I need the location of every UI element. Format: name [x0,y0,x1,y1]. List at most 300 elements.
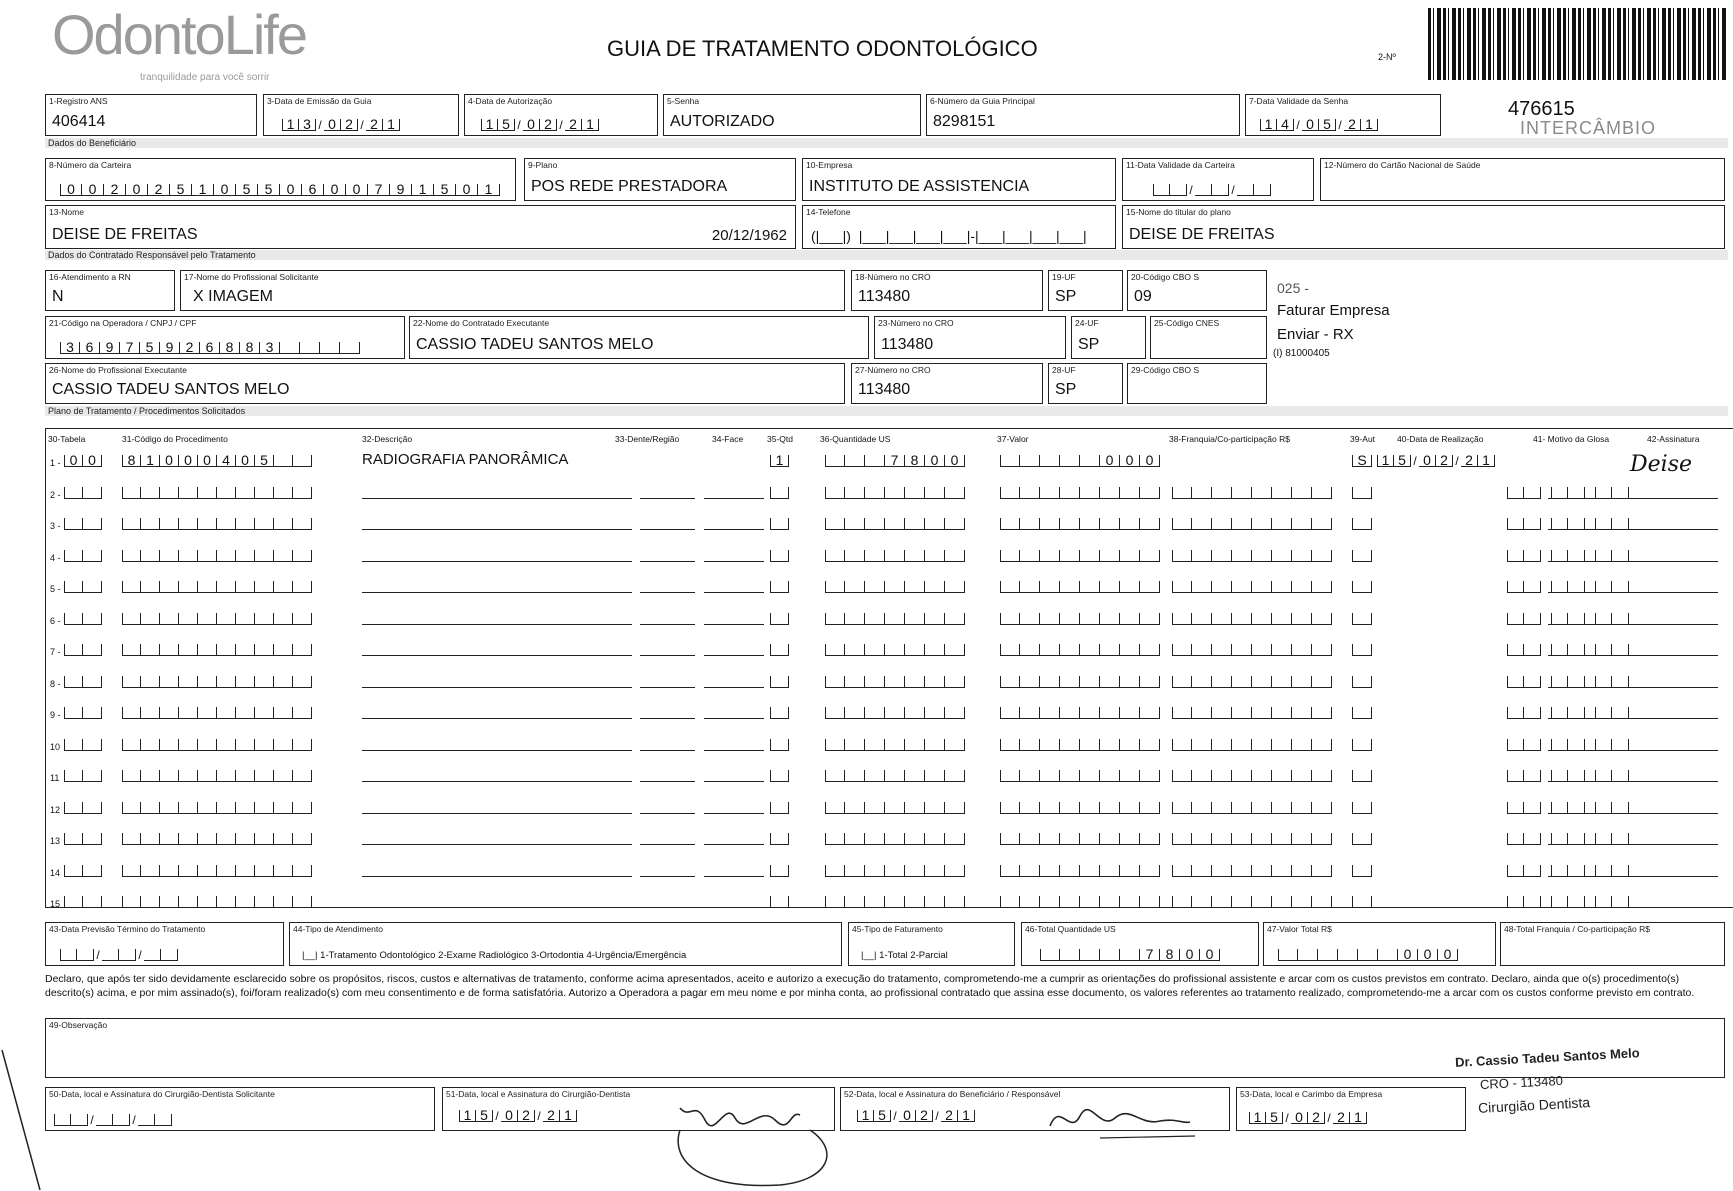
row-cells[interactable] [825,865,965,877]
row-cells[interactable] [1507,739,1541,751]
row-cells[interactable] [825,896,965,908]
digit-cell [1040,455,1060,467]
row-line[interactable] [362,750,632,751]
row-line[interactable] [704,907,764,908]
field-label: 20-Código CBO S [1131,272,1200,282]
row-line[interactable] [1548,907,1628,908]
row-cells[interactable] [122,896,312,908]
field-profissional-solicitante[interactable] [180,270,845,311]
row-line[interactable] [1548,781,1628,782]
row-line[interactable] [1628,813,1718,814]
row-cells[interactable] [64,707,102,719]
row-cells[interactable] [64,613,102,625]
row-cells[interactable] [1172,802,1332,814]
row-cells[interactable] [122,865,312,877]
digit-cell [160,581,179,593]
field-label: 48-Total Franquia / Co-participação R$ [1504,924,1650,934]
row-line[interactable] [640,718,695,719]
row-line[interactable] [704,498,764,499]
field-contratado-executante[interactable] [409,316,869,359]
digit-cell [1352,487,1372,499]
row-cells[interactable] [770,865,789,877]
row-line[interactable] [1628,876,1718,877]
row-cells[interactable] [1000,865,1160,877]
row-cells[interactable] [1507,802,1541,814]
row-cells[interactable] [825,707,965,719]
row-cells[interactable] [770,518,789,530]
row-cells[interactable] [122,518,312,530]
row-cells[interactable] [122,833,312,845]
row-cells[interactable] [1000,833,1160,845]
field-nome[interactable] [45,205,796,249]
field-atendimento-rn[interactable] [45,270,175,311]
digit-cell [236,802,255,814]
digit-cell [1507,896,1524,908]
row-line[interactable] [362,781,632,782]
row-cells[interactable] [770,896,789,908]
row-cells[interactable] [1172,613,1332,625]
row-line[interactable] [704,876,764,877]
row-line[interactable] [1548,876,1628,877]
row-cells[interactable] [1172,739,1332,751]
row-cells[interactable] [1000,802,1160,814]
row-cells[interactable] [825,518,965,530]
row-cells[interactable] [122,550,312,562]
field-total-franquia[interactable] [1500,922,1725,966]
digit-cell [236,550,255,562]
row-cells[interactable] [825,802,965,814]
row-line[interactable] [1548,750,1628,751]
row-cells[interactable] [64,833,102,845]
digit-cell [293,581,312,593]
digit-cell [236,676,255,688]
digit-cell [1524,707,1541,719]
row-line[interactable] [362,844,632,845]
field-tipo-atendimento[interactable] [289,922,842,966]
row-line[interactable] [1548,624,1628,625]
row-line[interactable] [1548,655,1628,656]
row-cells[interactable] [1000,487,1160,499]
digit-cell [293,865,312,877]
row-line[interactable] [362,655,632,656]
field-cro-executante[interactable] [874,316,1066,359]
digit-cell: 0 [1180,949,1200,961]
date-cells [1249,1109,1367,1125]
row-line[interactable] [1628,844,1718,845]
row-line[interactable] [1628,907,1718,908]
field-cnes[interactable] [1150,316,1267,359]
digit-cell [1020,455,1040,467]
row-line[interactable] [704,813,764,814]
row-line[interactable] [362,624,632,625]
row-cells[interactable] [770,613,789,625]
row-line[interactable] [1628,718,1718,719]
field-cartao-nacional-saude[interactable] [1320,158,1725,201]
row1-aut[interactable] [1352,452,1372,468]
digit-cell [217,550,236,562]
row-cells[interactable] [1172,865,1332,877]
row-cells[interactable] [1000,644,1160,656]
row-cells[interactable] [1352,644,1372,656]
row-cells[interactable] [1352,833,1372,845]
row-line[interactable] [1628,687,1718,688]
row1-descricao[interactable]: RADIOGRAFIA PANORÂMICA [362,451,569,468]
digit-cell [1100,896,1120,908]
row-cells[interactable] [1172,833,1332,845]
row-line[interactable] [1548,561,1628,562]
row-line[interactable] [1628,592,1718,593]
row-cells[interactable] [1352,802,1372,814]
row-cells[interactable] [825,613,965,625]
field-uf-executante[interactable] [1071,316,1146,359]
row-line[interactable] [704,561,764,562]
row-cells[interactable] [1507,550,1541,562]
row-cells[interactable] [825,644,965,656]
row-line[interactable] [704,592,764,593]
row1-codigo[interactable] [122,452,312,468]
row-cells[interactable] [825,487,965,499]
row-line[interactable] [1548,687,1628,688]
row-cells[interactable] [1507,676,1541,688]
digit-cell [1212,676,1232,688]
row-cells[interactable] [825,739,965,751]
row-cells[interactable] [1352,865,1372,877]
row-cells[interactable] [122,770,312,782]
row-cells[interactable] [64,865,102,877]
digit-cell [1192,613,1212,625]
row-cells[interactable] [825,833,965,845]
field-validade-carteira[interactable] [1122,158,1314,201]
row-line[interactable] [1628,561,1718,562]
row-cells[interactable] [64,581,102,593]
row1-quantidade-us[interactable] [825,452,965,468]
row-cells[interactable] [1172,644,1332,656]
row-cells[interactable] [64,644,102,656]
row-cells[interactable] [122,581,312,593]
row-line[interactable] [704,718,764,719]
row-line[interactable] [704,844,764,845]
row-cells[interactable] [770,644,789,656]
field-label: 19-UF [1052,272,1076,282]
row-cells[interactable] [1507,770,1541,782]
digit-cell [198,644,217,656]
row-line[interactable] [362,718,632,719]
digit-cell [217,644,236,656]
date-cells [481,116,599,132]
digit-cell [905,833,925,845]
row-cells[interactable] [1352,676,1372,688]
digit-cell [1507,707,1524,719]
digit-cell [179,676,198,688]
digit-cell [1020,550,1040,562]
row-cells[interactable] [122,644,312,656]
row-line[interactable] [362,813,632,814]
field-valor-total[interactable] [1263,922,1496,966]
field-cbo-solicitante[interactable] [1127,270,1267,311]
row-cells[interactable] [1507,487,1541,499]
field-uf-solicitante[interactable] [1048,270,1123,311]
field-cbo-profissional[interactable] [1127,363,1267,404]
digit-cell [1312,739,1332,751]
field-label: 47-Valor Total R$ [1267,924,1332,934]
row-line[interactable] [362,498,632,499]
row-line[interactable] [704,687,764,688]
row-cells[interactable] [64,896,102,908]
row-cells[interactable] [1352,550,1372,562]
row-line[interactable] [704,781,764,782]
row-line[interactable] [362,687,632,688]
digit-cell [64,707,83,719]
row-line[interactable] [704,529,764,530]
row-line[interactable] [640,592,695,593]
row-line[interactable] [704,655,764,656]
digit-cell [905,676,925,688]
row-cells[interactable] [1507,896,1541,908]
row-cells[interactable] [770,802,789,814]
row-cells[interactable] [770,676,789,688]
row-cells[interactable] [122,739,312,751]
row-line[interactable] [640,624,695,625]
field-numero-carteira[interactable] [45,158,516,201]
row-line[interactable] [640,907,695,908]
digit-cell [1338,949,1358,961]
row-cells[interactable] [1352,739,1372,751]
digit-cell [865,676,885,688]
digit-cell [1120,676,1140,688]
row-cells[interactable] [64,518,102,530]
row-line[interactable] [704,624,764,625]
row-cells[interactable] [770,550,789,562]
row-cells[interactable] [770,707,789,719]
field-carimbo-empresa[interactable] [1236,1087,1466,1131]
row-cells[interactable] [1172,770,1332,782]
date-cells [1153,184,1271,196]
row1-data-realizacao[interactable] [1377,452,1495,468]
row-line[interactable] [362,561,632,562]
field-empresa[interactable] [802,158,1116,201]
row-cells[interactable] [122,707,312,719]
field-assinatura-solicitante[interactable] [45,1087,435,1131]
row-cells[interactable] [770,739,789,751]
row-line[interactable] [640,750,695,751]
row-cells[interactable] [1352,707,1372,719]
row-line[interactable] [362,529,632,530]
field-label: 18-Número no CRO [855,272,931,282]
row-cells[interactable] [122,676,312,688]
field-senha[interactable] [663,94,921,136]
digit-cell [160,865,179,877]
field-cro-solicitante[interactable] [851,270,1043,311]
digit-cell [925,487,945,499]
digit-cell [845,613,865,625]
digit-cell [1524,613,1541,625]
row1-qtd[interactable] [770,452,789,468]
field-codigo-operadora[interactable] [45,316,405,359]
digit-cell [925,833,945,845]
digit-cell [1192,833,1212,845]
row-cells[interactable] [122,613,312,625]
field-total-quantidade-us[interactable] [1021,922,1259,966]
field-value: DEISE DE FREITAS [1129,226,1275,243]
digit-cell [1212,518,1232,530]
row-cells[interactable] [1352,518,1372,530]
row-line[interactable] [640,655,695,656]
row-cells[interactable] [64,487,102,499]
row-cells[interactable] [64,550,102,562]
row-cells[interactable] [1172,676,1332,688]
row-cells[interactable] [825,770,965,782]
row1-tabela[interactable] [64,452,102,468]
row-line[interactable] [1548,529,1628,530]
digit-cell [1232,833,1252,845]
row-cells[interactable] [1172,581,1332,593]
row-line[interactable] [1548,718,1628,719]
row-cells[interactable] [1000,707,1160,719]
row-line[interactable] [640,498,695,499]
digit-cell [236,896,255,908]
row-cells[interactable] [1000,613,1160,625]
row-cells[interactable] [64,739,102,751]
field-registro-ans[interactable] [45,94,257,136]
row-cells[interactable] [1000,770,1160,782]
row-line[interactable] [1548,592,1628,593]
row-cells[interactable] [1352,487,1372,499]
field-observacao[interactable] [45,1018,1725,1078]
row-cells[interactable] [1507,865,1541,877]
row-line[interactable] [1628,498,1718,499]
row-cells[interactable] [1507,581,1541,593]
field-plano[interactable] [524,158,796,201]
field-titular-plano[interactable] [1122,205,1725,249]
digit-cell [945,833,965,845]
row-line[interactable] [1628,750,1718,751]
row-cells[interactable] [1172,550,1332,562]
row-cells[interactable] [1507,833,1541,845]
row-cells[interactable] [1507,644,1541,656]
row-line[interactable] [1548,813,1628,814]
field-label: 12-Número do Cartão Nacional de Saúde [1324,160,1481,170]
row-cells[interactable] [825,550,965,562]
row-cells[interactable] [1172,707,1332,719]
digit-cell [255,770,274,782]
row-cells[interactable] [1352,581,1372,593]
row-cells[interactable] [64,770,102,782]
row-line[interactable] [1628,781,1718,782]
digit-cell [1040,770,1060,782]
row-cells[interactable] [1507,518,1541,530]
digit-cell [122,865,141,877]
field-data-emissao[interactable] [263,94,459,136]
digit-cell [1153,184,1170,196]
row-line[interactable] [1628,624,1718,625]
row-cells[interactable] [1000,896,1160,908]
digit-cell [1020,802,1040,814]
digit-cell [1352,550,1372,562]
row-line[interactable] [362,907,632,908]
field-guia-principal[interactable] [926,94,1240,136]
row-cells[interactable] [1352,770,1372,782]
digit-cell [1000,896,1020,908]
digit-cell [198,707,217,719]
digit-cell [945,707,965,719]
field-data-autorizacao[interactable] [464,94,658,136]
field-validade-senha[interactable] [1245,94,1441,136]
date-separator: / [96,948,100,962]
row-cells[interactable] [770,581,789,593]
digit-cell [274,865,293,877]
row-cells[interactable] [1172,518,1332,530]
row1-valor[interactable] [1000,452,1160,468]
row-line[interactable] [640,844,695,845]
row-line[interactable] [640,529,695,530]
field-profissional-executante[interactable] [45,363,845,404]
row-line[interactable] [1628,529,1718,530]
row-cells[interactable] [122,487,312,499]
row-line[interactable] [704,750,764,751]
digit-cell: 1 [412,184,434,196]
field-cro-profissional[interactable] [851,363,1043,404]
row-line[interactable] [640,687,695,688]
field-previsao-termino[interactable] [45,922,284,966]
row-cells[interactable] [64,802,102,814]
digit-cell [1100,487,1120,499]
row-cells[interactable] [770,770,789,782]
digit-cell: 9 [390,184,412,196]
row-cells[interactable] [1172,487,1332,499]
digit-cell [1060,896,1080,908]
field-telefone[interactable] [802,205,1116,249]
row-cells[interactable] [1352,613,1372,625]
row-line[interactable] [1548,498,1628,499]
row-line[interactable] [362,876,632,877]
row-cells[interactable] [1507,707,1541,719]
digit-cell [825,770,845,782]
row-line[interactable] [640,561,695,562]
row-line[interactable] [640,813,695,814]
row-cells[interactable] [1000,518,1160,530]
digit-cell [1312,581,1332,593]
row-cells[interactable] [1000,581,1160,593]
row-cells[interactable] [1000,739,1160,751]
row-cells[interactable] [770,487,789,499]
row-cells[interactable] [122,802,312,814]
digit-cell [1040,949,1060,961]
row-cells[interactable] [1000,550,1160,562]
digit-cell [274,518,293,530]
row-cells[interactable] [770,833,789,845]
row-cells[interactable] [825,581,965,593]
digit-cell: 8 [220,342,240,354]
row-cells[interactable] [825,676,965,688]
row-line[interactable] [640,876,695,877]
digit-cell: 2 [941,1110,958,1122]
row-cells[interactable] [1172,896,1332,908]
row-cells[interactable] [1507,613,1541,625]
digit-cell: 0 [83,455,102,467]
row-line[interactable] [1548,844,1628,845]
row-cells[interactable] [64,676,102,688]
row-cells[interactable] [1000,676,1160,688]
row-line[interactable] [640,781,695,782]
digit-cell: 2 [1344,119,1361,131]
digit-cell [155,1114,172,1126]
row-cells[interactable] [1352,896,1372,908]
digit-cell [1212,707,1232,719]
row-line[interactable] [1628,655,1718,656]
field-uf-profissional[interactable] [1048,363,1123,404]
row-line[interactable] [362,592,632,593]
field-tipo-faturamento[interactable] [848,922,1015,966]
